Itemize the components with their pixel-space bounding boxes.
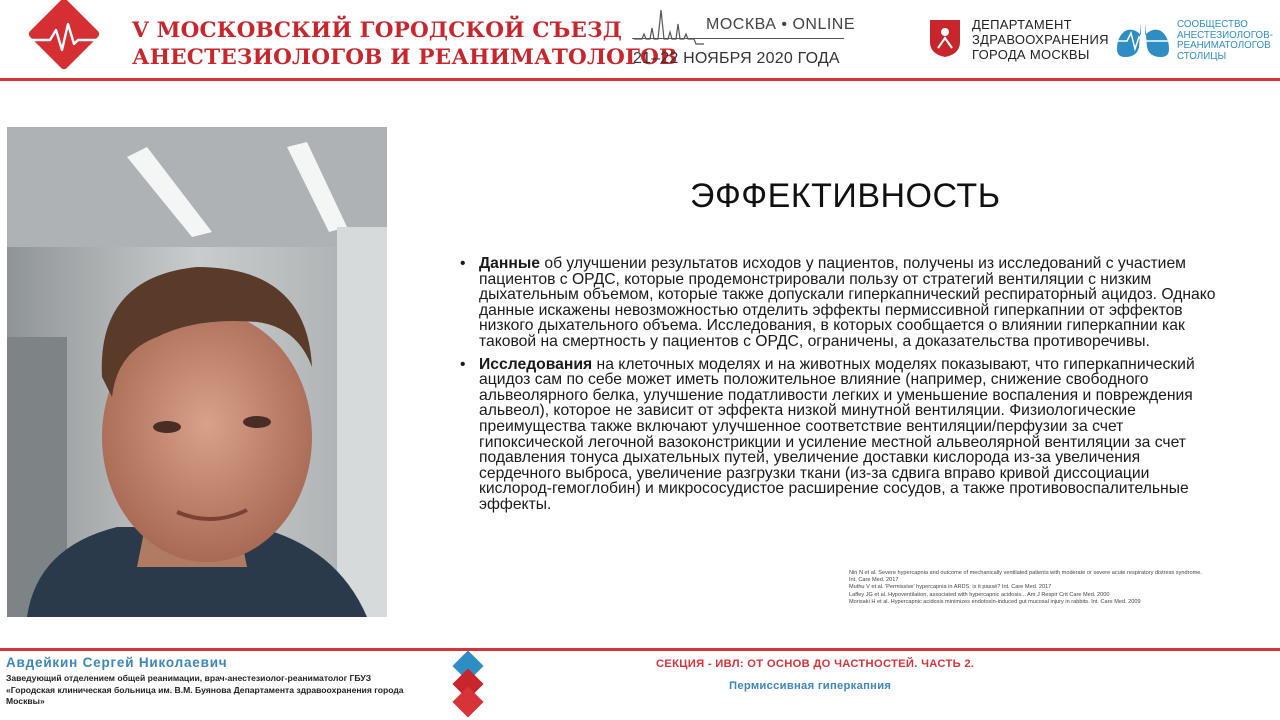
speaker-name: Авдейкин Сергей Николаевич — [6, 655, 228, 670]
society-line3: РЕАНИМАТОЛОГОВ — [1177, 40, 1271, 51]
dept-line2: ЗДРАВООХРАНЕНИЯ — [972, 32, 1109, 47]
dept-line1: ДЕПАРТАМЕНТ — [972, 17, 1072, 32]
bullet-text: на клеточных моделях и на животных моделях показывают, что гиперкапнический ацидоз сам по себе может иметь положительное влияние (например, снижение свободного альвеолярного белка, улучшение податливости легких и уменьшение воспаления и повреждения альвеол), которое не зависит от эффекта низкой минутной вентиляции. Физиологические преимущества также включают улучшенное соответствие вентиляции/перфузии за счет гипоксической легочной вазоконстрикции и усиление местной альвеолярной вентиляции за счет подавления тонуса дыхательных путей, увеличение доставки кислорода из-за увеличения сердечного выброса, увеличение разгрузки ткани (из-за сдвига вправо кривой диссоциации кислород-гемоглобин) и микрососудистое расширение сосудов, а также противовоспалительные эффекты. — [479, 355, 1195, 513]
society-name — [1177, 20, 1273, 62]
slide-title: ЭФФЕКТИВНОСТЬ — [690, 177, 1001, 215]
bullet-dot-icon: • — [460, 355, 466, 373]
dept-line3: ГОРОДА МОСКВЫ — [972, 47, 1090, 62]
speaker-video — [7, 127, 387, 617]
speaker-video-frame — [7, 127, 387, 617]
city-divider — [632, 38, 844, 39]
bullet-item — [460, 357, 1220, 513]
section-title: СЕКЦИЯ - ИВЛ: ОТ ОСНОВ ДО ЧАСТНОСТЕЙ. ЧАСТЬ 2. — [656, 658, 975, 670]
talk-title: Пермиссивная гиперкапния — [729, 680, 892, 692]
slide-references: Nin N et al. Severe hypercapnia and outcome of mechanically ventilated patients with moderate or severe acute respiratory distress syndrome. Int. Care Med. 2017 Muthu V et al. 'Permissive' hypercapnia in ARDS: is it passé? Int. Care Med. 2017 Laffey JG et al. Hypoventilation, associated with hypercapnic acidosis... Am J Respir Crit Care Med. 2000 Morisaki H et al. Hypercapnic acidosis minimizes endotoxin-induced gut mucosal injury in rabbits. Int. Care Med. 2009 — [849, 570, 1202, 605]
moscow-skyline-icon — [634, 6, 704, 48]
ecg-icon — [28, 18, 102, 58]
moscow-coat-of-arms-icon — [928, 18, 962, 58]
event-dates: 21–22 НОЯБРЯ 2020 ГОДА — [633, 50, 840, 67]
bullet-dot-icon: • — [460, 255, 466, 272]
event-location: МОСКВА • ONLINE — [706, 16, 856, 33]
lungs-icon — [1113, 17, 1173, 61]
speaker-affiliation: Заведующий отделением общей реанимации, врач-анестезиолог-реаниматолог ГБУЗ «Городская клиническая больница им. В.М. Буянова Департамента здравоохранения города Москвы» — [6, 673, 404, 706]
bullet-item — [460, 256, 1220, 350]
bullet-lead: Исследования — [479, 355, 593, 373]
society-line2: АНЕСТЕЗИОЛОГОВ- — [1177, 29, 1273, 41]
conference-title — [132, 17, 677, 71]
society-line1: СООБЩЕСТВО — [1177, 19, 1248, 30]
header-divider — [0, 78, 1280, 81]
slide-bullet-list — [460, 256, 1220, 520]
bullet-text: об улучшении результатов исходов у пациентов, получены из исследований с участием пациентов с ОРДС, которые продемонстрировали пользу от стратегий вентиляции с низким дыхательным объемом, которые также допускали гиперкапнический респираторный ацидоз. Однако данные искажены невозможностью отделить эффекты пермиссивной гиперкапнии от эффектов низкого дыхательного объема. Исследования, в которых сообщается о влиянии гиперкапнии как таковой на смертность у пациентов с ОРДС, ограничены, а доказательства противоречивы. — [479, 255, 1216, 350]
conference-title-line2: АНЕСТЕЗИОЛОГОВ И РЕАНИМАТОЛОГОВ — [132, 45, 678, 70]
bullet-lead: Данные — [479, 255, 540, 272]
conference-title-line1: V МОСКОВСКИЙ ГОРОДСКОЙ СЪЕЗД — [132, 18, 623, 43]
conference-header — [0, 0, 1280, 78]
society-line4: СТОЛИЦЫ — [1177, 50, 1227, 62]
health-department-name — [972, 17, 1109, 62]
